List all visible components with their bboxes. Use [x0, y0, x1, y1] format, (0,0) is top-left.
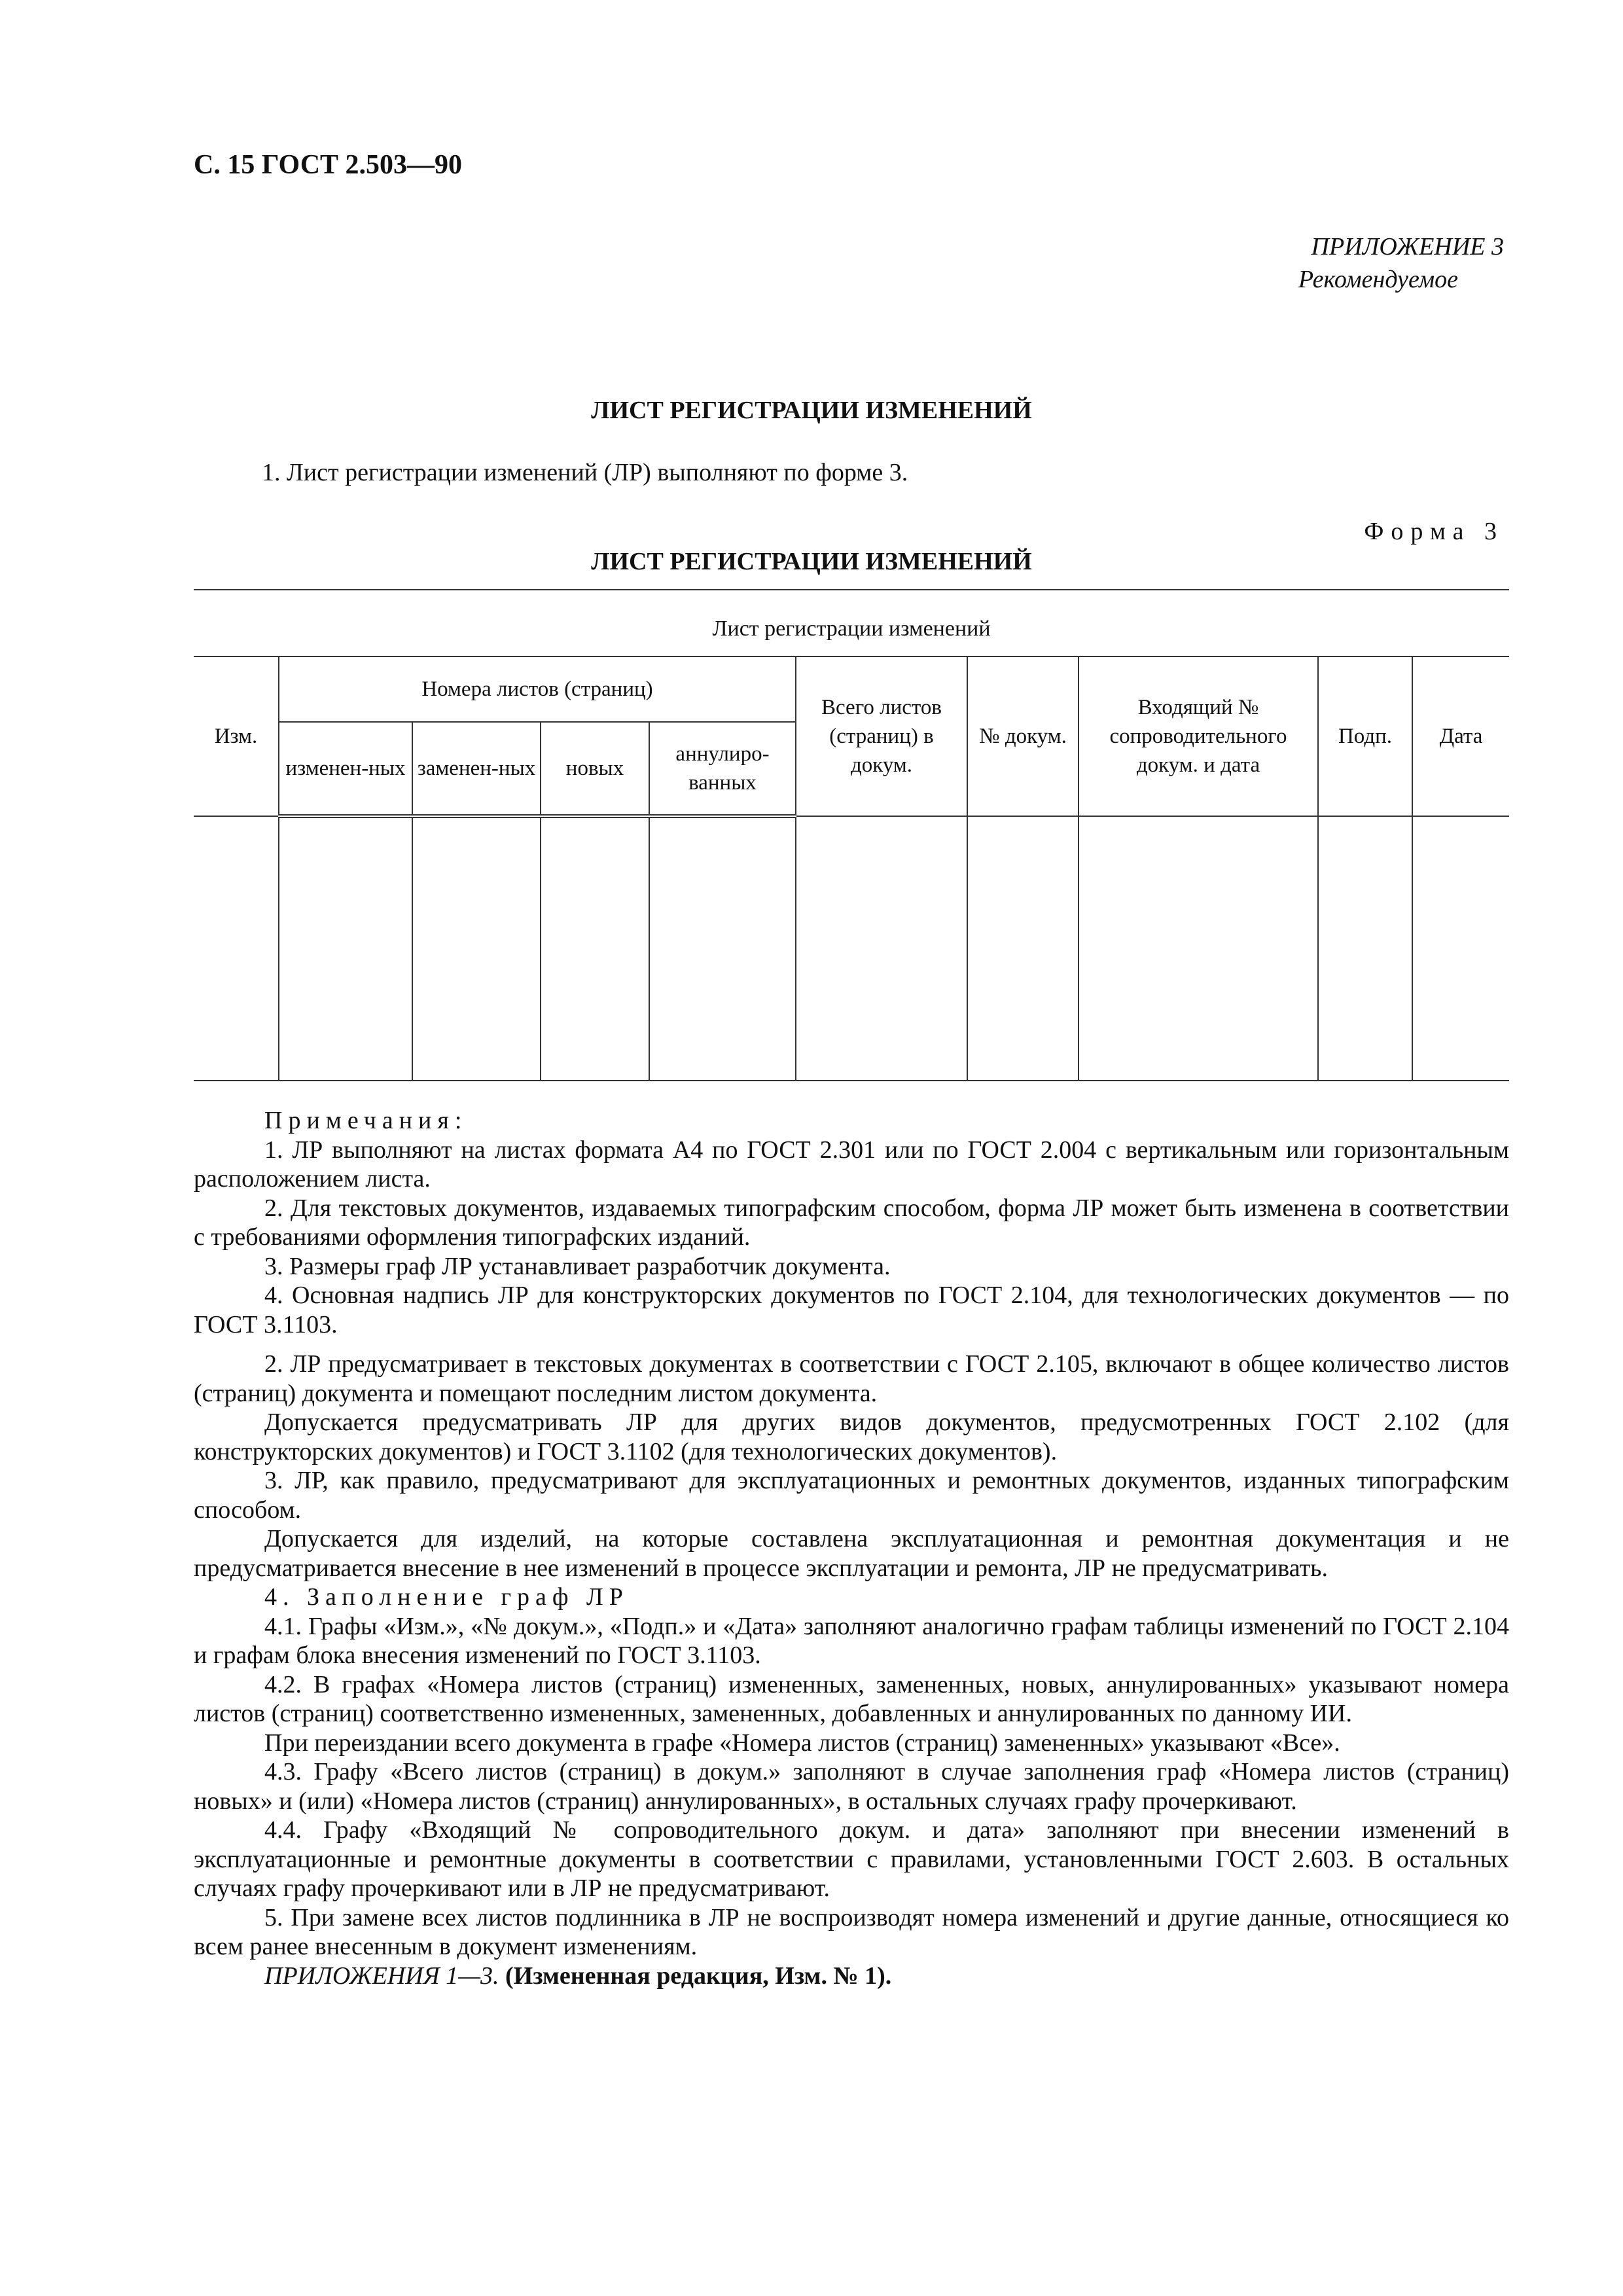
col-sheet-numbers: Номера листов (страниц)	[279, 656, 796, 722]
notes-heading: Примечания:	[264, 1107, 468, 1134]
table-cell	[796, 816, 967, 1081]
form-label: Форма 3	[1364, 518, 1504, 545]
note-4: 4. Основная надпись ЛР для конструкторских документов по ГОСТ 2.104, для технологических документов — по ГОСТ 3.1103.	[194, 1282, 1509, 1338]
col-new: новых	[541, 722, 649, 816]
appendix-status: Рекомендуемое	[1298, 266, 1458, 293]
col-signature: Подп.	[1318, 656, 1412, 816]
col-changed: изменен-ных	[279, 722, 412, 816]
paragraph-2: 2. ЛР предусматривает в текстовых документах в соответствии с ГОСТ 2.105, включают в общее количество листов (страниц) документа и помещают последним листом документа.	[194, 1350, 1509, 1407]
paragraph-5: 5. При замене всех листов подлинника в ЛР не воспроизводят номера изменений и другие данные, относящиеся ко всем ранее внесенным в документ изменениям.	[194, 1903, 1509, 1960]
col-izm: Изм.	[194, 656, 279, 816]
table-caption: Лист регистрации изменений	[712, 617, 991, 641]
final-note-revision: (Измененная редакция, Изм. № 1).	[505, 1962, 892, 1990]
final-amendment-note	[194, 1962, 1509, 1991]
paragraph-3b: Допускается для изделий, на которые составлена эксплуатационная и ремонтная документация и не предусматривается внесение в нее изменений в процессе эксплуатации и ремонта, ЛР не предусматривать.	[194, 1525, 1509, 1582]
notes-section	[194, 1106, 1509, 1990]
table-cell	[412, 816, 541, 1081]
col-incoming-doc: Входящий № сопроводительного докум. и дата	[1079, 656, 1318, 816]
final-note-reference: ПРИЛОЖЕНИЯ 1—3.	[264, 1962, 499, 1990]
form-top-rule	[194, 589, 1509, 590]
paragraph-4-2b: При переиздании всего документа в графе «Номера листов (страниц) замененных» указывают «Все».	[264, 1729, 1340, 1757]
table-row	[194, 816, 1509, 1081]
page-header-code: С. 15 ГОСТ 2.503—90	[194, 150, 463, 180]
paragraph-4-3: 4.3. Графу «Всего листов (страниц) в докум.» заполняют в случае заполнения граф «Номера листов (страниц) новых» и (или) «Номера листов (страниц) аннулированных», в остальных случаях графу прочеркивают.	[194, 1758, 1509, 1815]
note-2: 2. Для текстовых документов, издаваемых типографским способом, форма ЛР может быть изменена в соответствии с требованиями оформления типографских изданий.	[194, 1194, 1509, 1251]
table-cell	[1318, 816, 1412, 1081]
table-cell	[1079, 816, 1318, 1081]
paragraph-4-2: 4.2. В графах «Номера листов (страниц) измененных, замененных, новых, аннулированных» указывают номера листов (страниц) соответственно измененных, замененных, добавленных и аннулированных по данному ИИ.	[194, 1670, 1509, 1727]
table-cell	[541, 816, 649, 1081]
table-cell	[649, 816, 796, 1081]
table-cell	[1412, 816, 1509, 1081]
appendix-label	[1111, 230, 1504, 296]
paragraph-2b: Допускается предусматривать ЛР для других видов документов, предусмотренных ГОСТ 2.102 (для конструкторских документов) и ГОСТ 3.1102 (для технологических документов).	[194, 1408, 1509, 1465]
appendix-title: ПРИЛОЖЕНИЕ 3	[1311, 233, 1504, 260]
registration-table	[194, 656, 1509, 1081]
paragraph-3: 3. ЛР, как правило, предусматривают для эксплуатационных и ремонтных документов, изданных типографским способом.	[194, 1467, 1509, 1524]
table-cell	[194, 816, 279, 1081]
form-title: ЛИСТ РЕГИСТРАЦИИ ИЗМЕНЕНИЙ	[591, 548, 1032, 575]
note-3: 3. Размеры граф ЛР устанавливает разработчик документа.	[264, 1252, 891, 1280]
col-cancelled: аннулиро-ванных	[649, 722, 796, 816]
table-cell	[279, 816, 412, 1081]
col-total-sheets: Всего листов (страниц) в докум.	[796, 656, 967, 816]
col-doc-number: № докум.	[967, 656, 1079, 816]
paragraph-4-heading: 4. Заполнение граф ЛР	[264, 1583, 629, 1611]
section-title: ЛИСТ РЕГИСТРАЦИИ ИЗМЕНЕНИЙ	[591, 397, 1032, 424]
col-date: Дата	[1412, 656, 1509, 816]
note-1: 1. ЛР выполняют на листах формата А4 по ГОСТ 2.301 или по ГОСТ 2.004 с вертикальным или горизонтальным расположением листа.	[194, 1136, 1509, 1193]
col-replaced: заменен-ных	[412, 722, 541, 816]
table-cell	[967, 816, 1079, 1081]
paragraph-4-4: 4.4. Графу «Входящий № сопроводительного докум. и дата» заполняют при внесении изменений в эксплуатационные и ремонтные документы в соответствии с правилами, установленными ГОСТ 2.603. В остальных случаях графу прочеркивают или в ЛР не предусматривают.	[194, 1816, 1509, 1902]
item-1-text: 1. Лист регистрации изменений (ЛР) выполняют по форме 3.	[262, 459, 908, 486]
paragraph-4-1: 4.1. Графы «Изм.», «№ докум.», «Подп.» и «Дата» заполняют аналогично графам таблицы изменений по ГОСТ 2.104 и графам блока внесения изменений по ГОСТ 3.1103.	[194, 1612, 1509, 1669]
